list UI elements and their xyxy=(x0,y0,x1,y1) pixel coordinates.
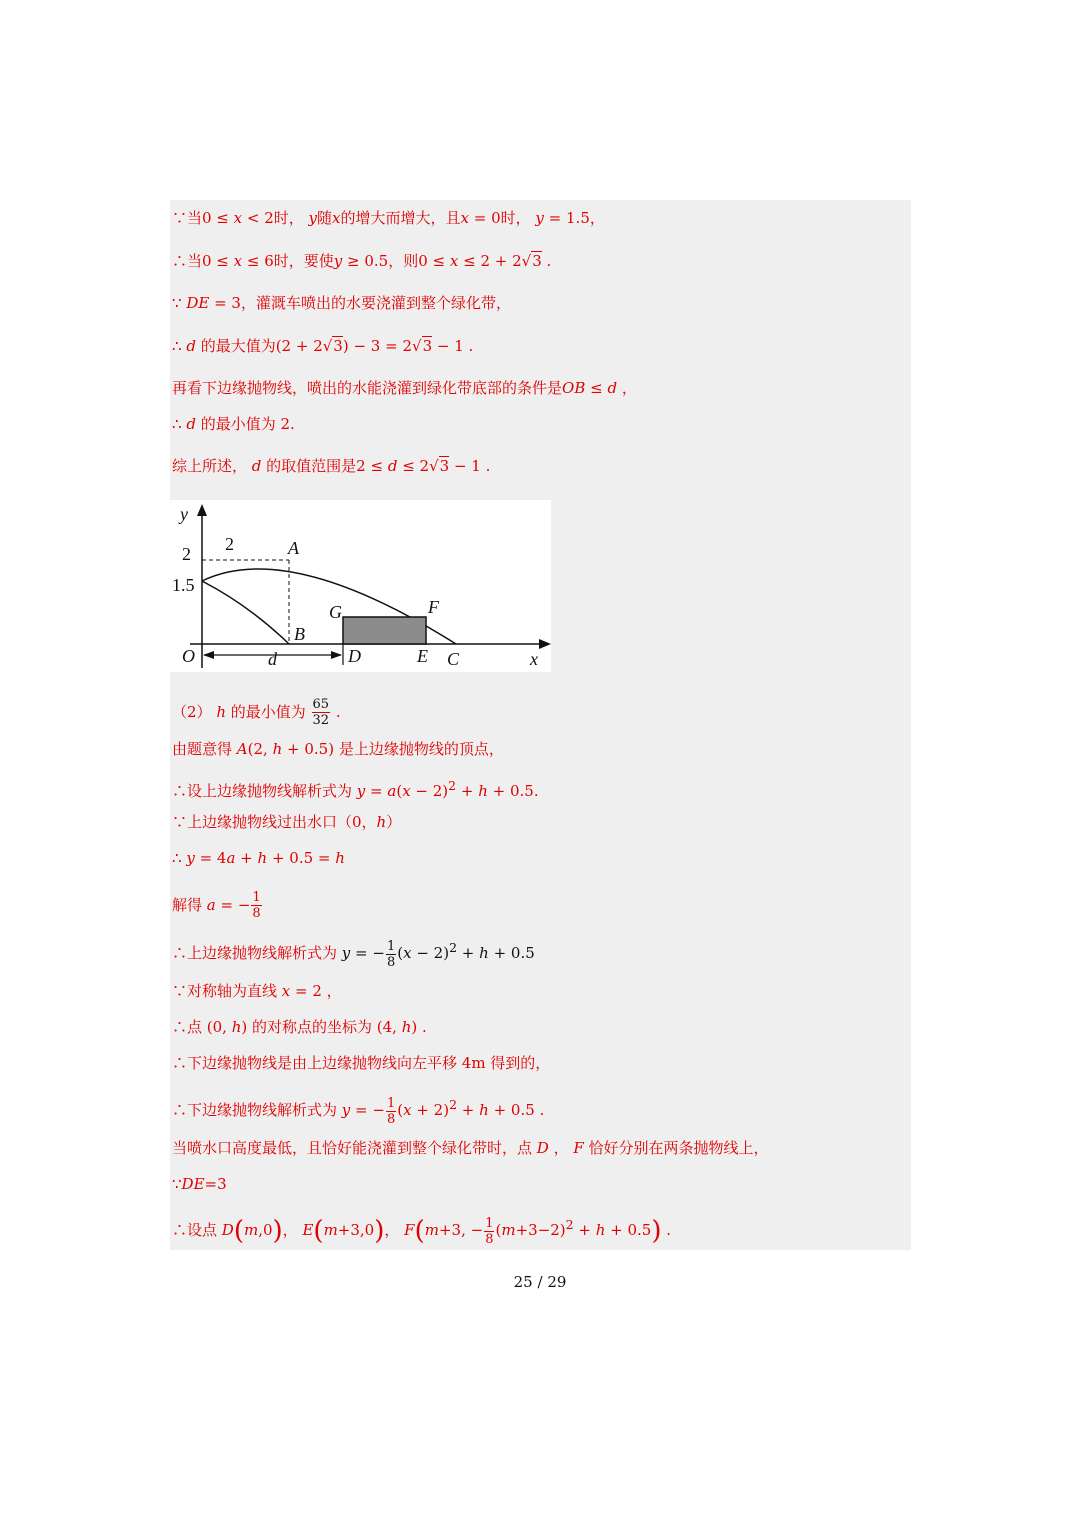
line-21-text: ∴设点 D(m,0)， E(m+3,0)， F(m+3, − $\frac{1}{8}$ $(m+3-2)^2 + h + 0.5$) . xyxy=(172,1215,672,1247)
line-9-text: 由题意得 A(2, h + 0.5) 是上边缘抛物线的顶点， xyxy=(172,740,504,758)
line-12 xyxy=(172,848,345,868)
line-21 xyxy=(172,1215,671,1247)
line-14 xyxy=(172,938,535,970)
line-8-text: （2） h 的最小值为 $\frac{65}{32}$ . xyxy=(172,697,341,728)
line-15 xyxy=(172,981,342,1001)
line-16-text: ∴点 (0, h) 的对称点的坐标为 (4, h) . xyxy=(172,1018,427,1036)
parabola-figure xyxy=(170,500,551,672)
line-3-text: ∵ DE = 3，灌溉车喷出的水要浇灌到整个绿化带， xyxy=(172,294,511,312)
line-17 xyxy=(172,1053,550,1073)
line-9 xyxy=(172,739,504,759)
figure-svg xyxy=(170,500,551,672)
label-y: y xyxy=(180,504,188,524)
label-d: d xyxy=(268,649,277,669)
line-20 xyxy=(172,1174,227,1194)
label-x: x xyxy=(530,649,538,669)
line-1 xyxy=(172,208,605,228)
line-12-text: ∴ y = 4a + h + 0.5 = h xyxy=(172,849,345,867)
label-F: F xyxy=(428,597,439,617)
line-3 xyxy=(172,293,511,313)
d-arrow-right xyxy=(331,651,342,659)
line-18-text: ∴下边缘抛物线解析式为 y = − $\frac{1}{8}$ $(x + 2)^2 + h + 0.5$ . xyxy=(172,1095,545,1127)
d-arrow-left xyxy=(203,651,214,659)
line-20-text: ∵DE=3 xyxy=(172,1175,227,1193)
label-2-y: 2 xyxy=(182,544,191,564)
label-D: D xyxy=(348,646,361,666)
line-5 xyxy=(172,378,637,398)
line-16 xyxy=(172,1017,427,1037)
y-axis-arrow xyxy=(197,504,207,516)
line-14-text: ∴上边缘抛物线解析式为 y = − $\frac{1}{8}$ $(x - 2)^2 + h + 0.5$ xyxy=(172,938,535,970)
line-10-text: ∴设上边缘抛物线解析式为 $y = a(x - 2)^2 + h + 0.5$. xyxy=(172,778,539,800)
page-total: 29 xyxy=(547,1273,567,1291)
line-17-text: ∴下边缘抛物线是由上边缘抛物线向左平移 4m 得到的， xyxy=(172,1054,551,1072)
line-15-text: ∵对称轴为直线 x = 2 ， xyxy=(172,982,342,1000)
line-1-text: ∵当0 ≤ x < 2时， y随x的增大而增大，且x = 0时， y = 1.5， xyxy=(172,209,605,227)
label-2-top: 2 xyxy=(225,534,234,554)
label-O: O xyxy=(182,646,195,666)
line-19 xyxy=(172,1138,769,1158)
line-7-text: 综上所述， d 的取值范围是2 ≤ d ≤ 2√3 − 1 . xyxy=(172,457,491,475)
label-A: A xyxy=(288,538,299,558)
line-2-text: ∴当0 ≤ x ≤ 6时，要使y ≥ 0.5，则0 ≤ x ≤ 2 + 2√3 . xyxy=(172,252,552,270)
line-5-text: 再看下边缘抛物线，喷出的水能浇灌到绿化带底部的条件是OB ≤ d ， xyxy=(172,379,637,397)
x-axis-arrow xyxy=(539,639,551,649)
line-11-text: ∵上边缘抛物线过出水口（0，h） xyxy=(172,813,402,831)
line-6 xyxy=(172,414,295,434)
line-19-text: 当喷水口高度最低，且恰好能浇灌到整个绿化带时，点 D ， F 恰好分别在两条抛物线上， xyxy=(172,1139,769,1157)
label-15-y: 1.5 xyxy=(172,575,195,595)
page-number xyxy=(0,1273,1080,1291)
line-13 xyxy=(172,890,263,921)
line-4-text: ∴ d 的最大值为(2 + 2√3) − 3 = 2√3 − 1 . xyxy=(172,337,474,355)
page-separator: / xyxy=(537,1273,543,1291)
label-B: B xyxy=(294,624,305,644)
line-6-text: ∴ d 的最小值为 2. xyxy=(172,415,295,433)
line-4 xyxy=(172,336,473,356)
line-8 xyxy=(172,697,341,728)
line-18 xyxy=(172,1095,544,1127)
line-7 xyxy=(172,456,490,476)
label-C: C xyxy=(447,649,460,669)
green-belt-rect xyxy=(343,617,426,644)
label-G: G xyxy=(329,602,342,622)
line-13-text: 解得 a = − $\frac{1}{8}$ xyxy=(172,890,261,921)
line-2 xyxy=(172,251,551,271)
page-current: 25 xyxy=(513,1273,533,1291)
line-10 xyxy=(172,776,539,801)
label-E: E xyxy=(417,646,428,666)
lower-parabola xyxy=(202,581,289,644)
line-11 xyxy=(172,812,401,832)
